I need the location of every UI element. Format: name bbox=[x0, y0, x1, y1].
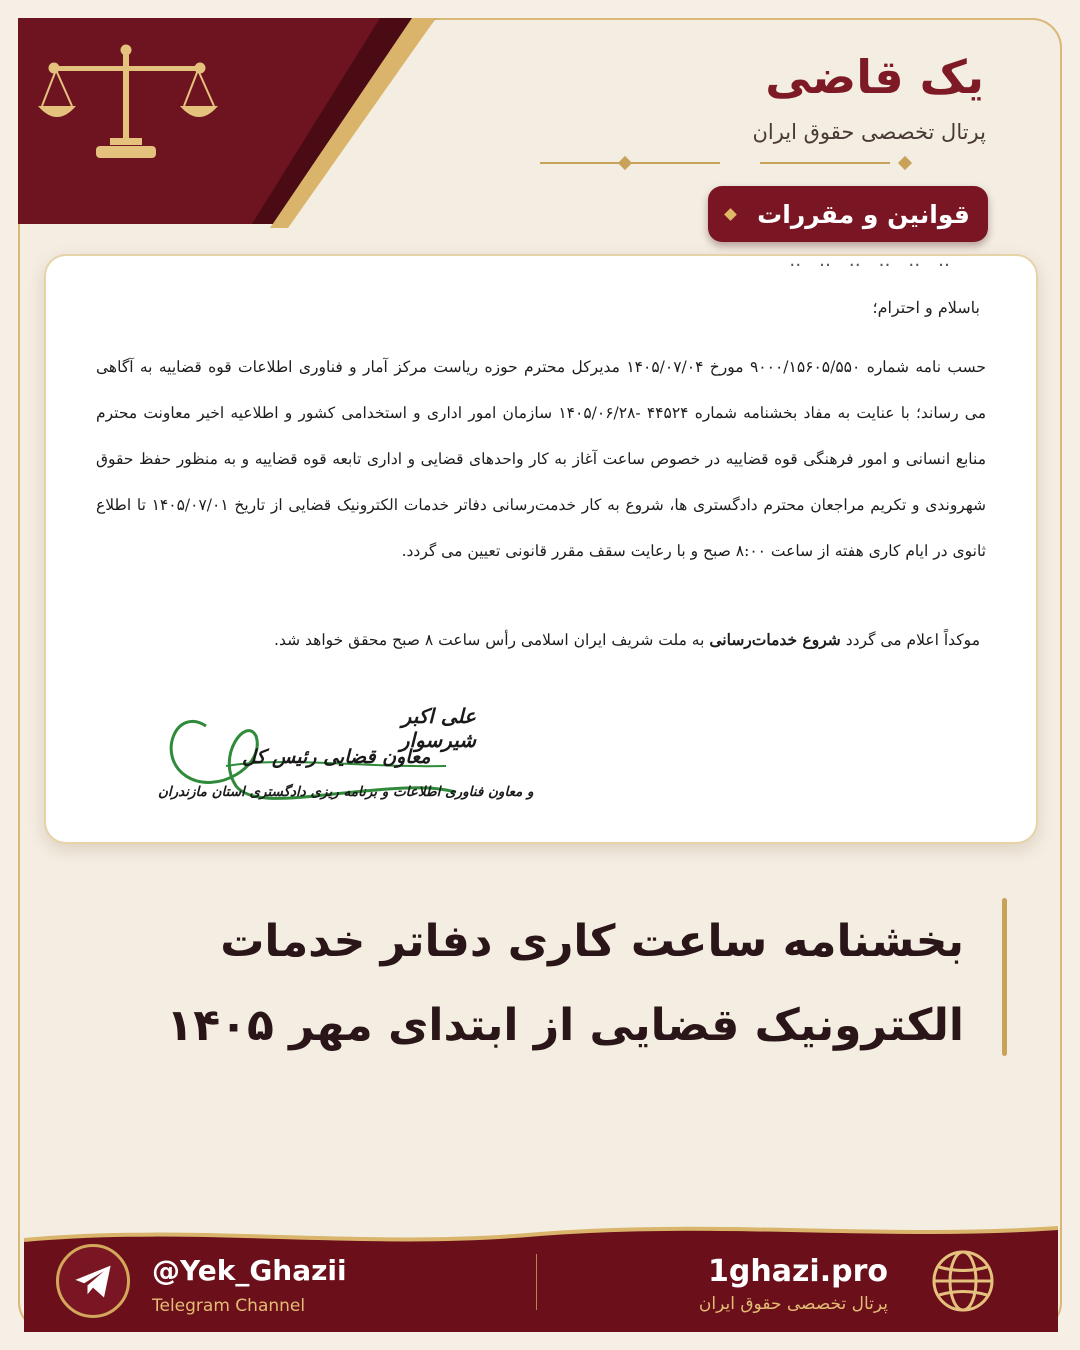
footer-divider bbox=[536, 1254, 537, 1310]
document-closing: موکداً اعلام می گردد شروع خدمات‌رسانی به ملت شریف ایران اسلامی رأس ساعت ۸ صبح محقق خواهد شد. bbox=[274, 630, 980, 649]
signer-name: علی اکبر شیرسوار bbox=[399, 704, 476, 752]
telegram-label: Telegram Channel bbox=[152, 1296, 306, 1316]
signer-organization: و معاون فناوری اطلاعات و برنامه ریزی دادگستری استان مازندران bbox=[158, 784, 534, 800]
telegram-icon[interactable] bbox=[56, 1244, 130, 1318]
badge-diamond-icon bbox=[724, 208, 737, 221]
site-url[interactable]: 1ghazi.pro bbox=[708, 1254, 888, 1289]
signer-role: معاون قضایی رئیس کل bbox=[242, 746, 431, 768]
scales-of-justice-icon bbox=[38, 44, 218, 164]
site-subtitle: پرتال تخصصی حقوق ایران bbox=[698, 1294, 888, 1314]
signature-block bbox=[146, 696, 534, 826]
document-cropped-line: ‥ ‥ ‥ ‥ ‥ ‥ bbox=[789, 254, 956, 271]
brand-title: یک قاضی bbox=[765, 50, 984, 104]
divider-line bbox=[760, 162, 890, 164]
document-card bbox=[44, 254, 1038, 844]
closing-emphasis: شروع خدمات‌رسانی bbox=[709, 630, 841, 649]
category-label: قوانین و مقررات bbox=[757, 199, 970, 229]
headline bbox=[104, 900, 964, 1068]
headline-line-1: بخشنامه ساعت کاری دفاتر خدمات bbox=[220, 916, 964, 967]
headline-accent-bar bbox=[1002, 898, 1007, 1056]
document-body: حسب نامه شماره ۹۰۰۰/۱۵۶۰۵/۵۵۰ مورخ ۱۴۰۵/۰۷/۰۴ مدیرکل محترم حوزه ریاست مرکز آمار و فناوری اطلاعات قوه قضاییه به آگاهی می رساند؛ با عنایت به مفاد بخشنامه شماره ۴۴۵۲۴ -۱۴۰۵/۰۶/۲۸ سازمان امور اداری و استخدامی کشور و اطلاعیه اخیر معاونت محترم منابع انسانی و امور فرهنگی قوه قضاییه در خصوص ساعت آغاز به کار واحدهای قضایی و اداری تابعه قوه قضاییه و به منظور حفظ حقوق شهروندی و تکریم مراجعان محترم دادگستری ها، شروع به کار خدمت‌رسانی دفاتر خدمات الکترونیک قضایی از تاریخ ۱۴۰۵/۰۷/۰۱ تا اطلاع ثانوی در ایام کاری هفته از ساعت ۸:۰۰ صبح و با رعایت سقف مقرر قانونی تعیین می گردد. bbox=[96, 358, 987, 560]
headline-line-2: الکترونیک قضایی از ابتدای مهر ۱۴۰۵ bbox=[166, 1000, 964, 1051]
document-greeting: باسلام و احترام؛ bbox=[872, 298, 980, 317]
category-badge bbox=[708, 186, 988, 242]
brand-subtitle: پرتال تخصصی حقوق ایران bbox=[752, 120, 986, 144]
globe-icon[interactable] bbox=[930, 1248, 996, 1314]
telegram-handle[interactable]: @Yek_Ghazii bbox=[152, 1254, 347, 1287]
